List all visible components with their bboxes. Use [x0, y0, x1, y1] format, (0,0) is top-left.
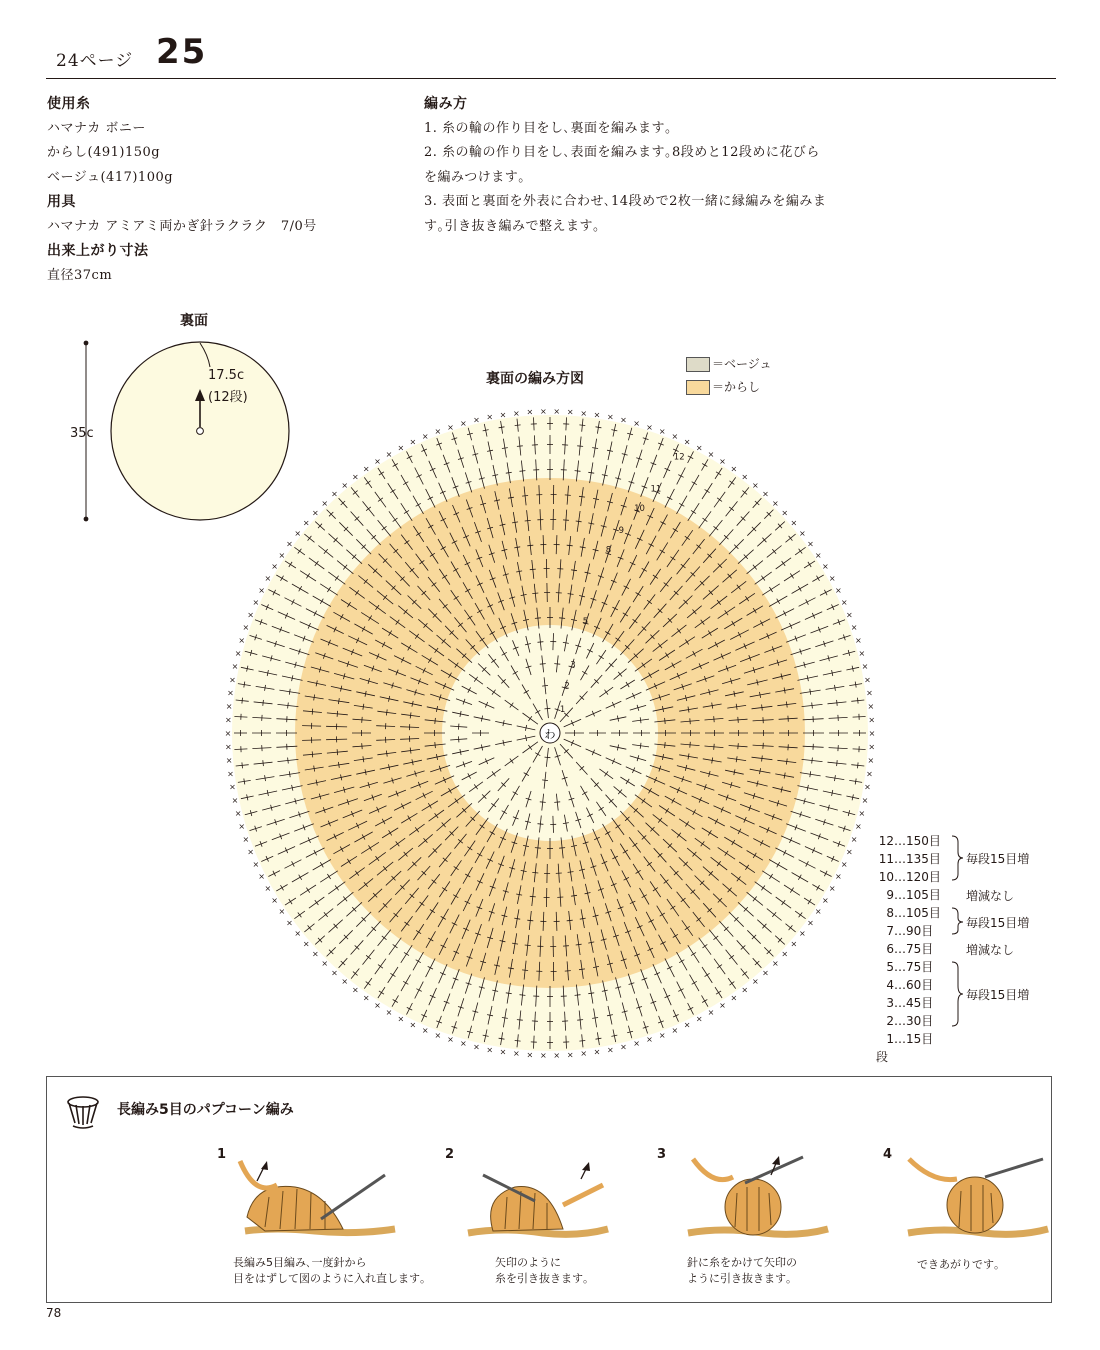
size-line: 直径37cm — [47, 267, 113, 283]
edge-stitch-mark: × — [374, 457, 381, 467]
edge-stitch-mark: × — [385, 450, 393, 460]
edge-stitch-mark: × — [840, 598, 848, 607]
edge-stitch-mark: × — [854, 822, 862, 832]
row-number: 1 — [886, 1032, 894, 1046]
edge-stitch-mark: × — [719, 1000, 726, 1010]
edge-stitch-mark: × — [397, 443, 405, 453]
size-diagram-title: 裏面 — [180, 313, 208, 329]
edge-stitch-mark: × — [798, 929, 806, 938]
stitch-crossbar — [362, 743, 363, 749]
edge-stitch-mark: × — [264, 884, 272, 894]
row-marker: 5 — [582, 616, 589, 627]
stitch-crossbar — [312, 709, 313, 715]
edge-stitch-mark: × — [447, 1035, 454, 1045]
edge-stitch-mark: × — [822, 895, 829, 905]
edge-stitch-mark: × — [242, 623, 250, 633]
edge-stitch-mark: × — [264, 573, 272, 583]
edge-stitch-mark: × — [234, 809, 242, 819]
stitch-count: …75目 — [894, 960, 934, 974]
edge-stitch-mark: × — [741, 985, 749, 995]
edge-stitch-mark: × — [460, 1039, 467, 1049]
edge-stitch-mark: × — [421, 1025, 429, 1035]
edge-stitch-mark: × — [331, 968, 338, 978]
row-marker: 2 — [564, 681, 570, 692]
edge-stitch-mark: × — [835, 872, 842, 882]
row-number: 6 — [886, 942, 894, 956]
edge-stitch-mark: × — [302, 939, 310, 949]
edge-stitch-mark: × — [580, 1049, 588, 1059]
edge-stitch-mark: × — [258, 585, 265, 595]
method-line: 2. 糸の輪の作り目をし､表面を編みます｡8段めと12段めに花びら — [424, 145, 820, 160]
edge-stitch-mark: × — [302, 518, 310, 528]
edge-stitch-mark: × — [858, 648, 866, 658]
tools-heading: 用具 — [47, 194, 76, 210]
edge-stitch-mark: × — [866, 769, 873, 779]
stitch-table-row — [872, 868, 941, 885]
edge-stitch-mark: × — [730, 464, 738, 474]
legend-label-mustard: ＝からし — [712, 380, 761, 394]
row-note: 増減なし — [966, 889, 1015, 903]
edge-stitch-mark: × — [227, 688, 234, 698]
edge-stitch-mark: × — [868, 742, 876, 752]
edge-stitch-mark: × — [421, 432, 429, 442]
step-caption: 目をはずして図のように入れ直します｡ — [233, 1272, 426, 1285]
edge-stitch-mark: × — [867, 755, 875, 765]
legend-swatch-beige — [686, 357, 710, 372]
stitch-crossbar — [714, 744, 715, 750]
chart-title: 裏面の編み方図 — [486, 371, 584, 387]
edge-stitch-mark: × — [580, 408, 588, 418]
edge-stitch-mark: × — [397, 1014, 405, 1024]
edge-stitch-mark: × — [224, 715, 232, 725]
stitch-table-row — [872, 886, 941, 903]
edge-stitch-mark: × — [286, 918, 293, 928]
edge-stitch-mark: × — [846, 847, 853, 857]
page-number: 78 — [46, 1306, 62, 1320]
edge-stitch-mark: × — [828, 573, 836, 583]
stitch-count: …45目 — [894, 996, 934, 1010]
row-marker: 12 — [673, 452, 685, 463]
edge-stitch-mark: × — [671, 1025, 679, 1035]
radius-label: 17.5c — [208, 368, 245, 383]
edge-stitch-mark: × — [231, 662, 239, 672]
edge-stitch-mark: × — [762, 489, 769, 499]
stitch-count: …60目 — [894, 978, 934, 992]
step-caption: 糸を引き抜きます｡ — [495, 1272, 589, 1285]
edge-stitch-mark: × — [861, 795, 869, 805]
edge-stitch-mark: × — [238, 822, 246, 832]
edge-stitch-mark: × — [835, 585, 842, 595]
edge-stitch-mark: × — [229, 675, 236, 685]
popcorn-stitch-icon — [65, 1093, 101, 1129]
edge-stitch-mark: × — [781, 949, 789, 959]
edge-stitch-mark: × — [234, 648, 242, 658]
stitch-table-row — [872, 958, 933, 975]
stitch-crossbar — [337, 749, 338, 755]
step-number: 1 — [217, 1147, 227, 1162]
chart-center-label: わ — [544, 728, 556, 741]
row-number: 10 — [878, 870, 894, 884]
step-number: 4 — [883, 1147, 893, 1162]
edge-stitch-mark: × — [473, 1042, 480, 1052]
edge-stitch-mark: × — [242, 834, 250, 844]
edge-stitch-mark: × — [311, 508, 319, 518]
edge-stitch-mark: × — [278, 550, 286, 560]
edge-stitch-mark: × — [646, 422, 653, 432]
stitch-count: …150目 — [894, 834, 941, 848]
edge-stitch-mark: × — [473, 415, 480, 425]
row-note: 毎段15目増 — [966, 988, 1030, 1002]
row-note: 毎段15目増 — [966, 852, 1030, 866]
yarn-heading: 使用糸 — [47, 96, 91, 112]
edge-stitch-mark: × — [695, 443, 703, 453]
stitch-count: …105目 — [894, 906, 941, 920]
edge-stitch-mark: × — [278, 907, 286, 917]
stitch-crossbar — [565, 495, 571, 496]
yarn-line: からし(491)150g — [47, 145, 161, 160]
edge-stitch-mark: × — [854, 635, 862, 645]
edge-stitch-mark: × — [341, 977, 349, 987]
size-heading: 出来上がり寸法 — [47, 243, 149, 259]
edge-stitch-mark: × — [224, 742, 232, 752]
step3-illustration — [683, 1147, 833, 1257]
stitch-count: …105目 — [894, 888, 941, 902]
edge-stitch-mark: × — [606, 412, 614, 422]
edge-stitch-mark: × — [460, 418, 467, 428]
method-line: す｡引き抜き編みで整えます｡ — [424, 218, 601, 234]
edge-stitch-mark: × — [539, 407, 547, 417]
edge-stitch-mark: × — [434, 1030, 442, 1040]
stitch-table-row — [872, 976, 933, 993]
edge-stitch-mark: × — [286, 539, 293, 549]
stitch-count: …135目 — [894, 852, 941, 866]
popcorn-stitch-box — [46, 1076, 1052, 1303]
edge-stitch-mark: × — [231, 795, 239, 805]
edge-stitch-mark: × — [362, 993, 370, 1003]
edge-stitch-mark: × — [864, 782, 871, 792]
step1-illustration — [235, 1157, 405, 1257]
edge-stitch-mark: × — [351, 472, 359, 482]
pattern-number: 25 — [156, 32, 208, 72]
edge-stitch-mark: × — [633, 418, 640, 428]
edge-stitch-mark: × — [331, 489, 338, 499]
page-reference: 24ページ — [56, 51, 134, 71]
stitch-crossbar — [714, 716, 715, 722]
edge-stitch-mark: × — [486, 412, 494, 422]
edge-stitch-mark: × — [351, 985, 359, 995]
edge-stitch-mark: × — [828, 884, 836, 894]
edge-stitch-mark: × — [814, 550, 822, 560]
stitch-count: …120目 — [894, 870, 941, 884]
edge-stitch-mark: × — [633, 1039, 640, 1049]
edge-stitch-mark: × — [741, 472, 749, 482]
edge-stitch-mark: × — [238, 635, 246, 645]
edge-stitch-mark: × — [658, 427, 666, 437]
edge-stitch-mark: × — [790, 939, 798, 949]
edge-stitch-mark: × — [695, 1014, 703, 1024]
row-number: 3 — [886, 996, 894, 1010]
edge-stitch-mark: × — [225, 755, 233, 765]
row-number: 9 — [886, 888, 894, 902]
edge-stitch-mark: × — [341, 480, 349, 490]
edge-stitch-mark: × — [362, 464, 370, 474]
diameter-label: 35c — [70, 426, 94, 441]
stitch-table-row — [872, 922, 933, 939]
edge-stitch-mark: × — [539, 1050, 547, 1060]
edge-stitch-mark: × — [252, 860, 260, 869]
stitch-table — [872, 832, 1062, 1072]
stitch-table-row — [872, 832, 941, 849]
edge-stitch-mark: × — [294, 929, 302, 938]
edge-stitch-mark: × — [512, 408, 520, 418]
yarn-line: ハマナカ ボニー — [47, 120, 146, 136]
edge-stitch-mark: × — [566, 407, 574, 417]
step-caption: 長編み5目編み､一度針から — [233, 1256, 367, 1269]
edge-stitch-mark: × — [850, 623, 858, 633]
edge-stitch-mark: × — [409, 1020, 417, 1030]
edge-stitch-mark: × — [447, 422, 454, 432]
step-caption: できあがりです｡ — [917, 1258, 1000, 1271]
edge-stitch-mark: × — [247, 847, 254, 857]
edge-stitch-mark: × — [321, 498, 329, 508]
edge-stitch-mark: × — [790, 518, 798, 528]
edge-stitch-mark: × — [646, 1035, 653, 1045]
edge-stitch-mark: × — [846, 610, 853, 620]
row-number: 8 — [886, 906, 894, 920]
edge-stitch-mark: × — [671, 432, 679, 442]
method-line: 1. 糸の輪の作り目をし､裏面を編みます｡ — [424, 120, 673, 136]
edge-stitch-mark: × — [868, 729, 876, 738]
edge-stitch-mark: × — [321, 959, 329, 969]
edge-stitch-mark: × — [553, 1050, 561, 1060]
stitch-crossbar — [312, 751, 313, 757]
edge-stitch-mark: × — [311, 949, 319, 959]
step-caption: ように引き抜きます｡ — [687, 1272, 792, 1285]
popcorn-title: 長編み5目のパプコーン編み — [117, 1102, 294, 1118]
row-number: 11 — [878, 852, 894, 866]
edge-stitch-mark: × — [707, 450, 715, 460]
stitch-table-row — [872, 850, 941, 867]
row-marker: 9 — [618, 526, 625, 537]
edge-stitch-mark: × — [683, 437, 691, 447]
edge-stitch-mark: × — [620, 415, 627, 425]
edge-stitch-mark: × — [486, 1045, 494, 1055]
edge-stitch-mark: × — [771, 959, 779, 969]
edge-stitch-mark: × — [620, 1042, 627, 1052]
edge-stitch-mark: × — [385, 1007, 393, 1017]
edge-stitch-mark: × — [553, 407, 561, 417]
method-heading: 編み方 — [424, 96, 468, 112]
row-footer: 段 — [876, 1050, 889, 1064]
step-caption: 針に糸をかけて矢印の — [687, 1256, 797, 1269]
edge-stitch-mark: × — [271, 562, 278, 572]
stitch-crossbar — [738, 743, 739, 749]
stitch-count: …30目 — [894, 1014, 934, 1028]
edge-stitch-mark: × — [864, 675, 871, 685]
row-number: 5 — [886, 960, 894, 974]
legend-swatch-mustard — [686, 380, 710, 395]
edge-stitch-mark: × — [225, 702, 233, 712]
row-marker: 10 — [634, 503, 645, 514]
row-marker: 8 — [605, 545, 612, 556]
edge-stitch-mark: × — [840, 860, 848, 869]
method-line: 3. 表面と裏面を外表に合わせ､14段めで2枚一緒に縁編みを編みま — [424, 194, 827, 209]
edge-stitch-mark: × — [867, 702, 875, 712]
row-number: 12 — [878, 834, 894, 848]
stitch-table-row — [872, 904, 941, 921]
edge-stitch-mark: × — [751, 480, 759, 490]
edge-stitch-mark: × — [730, 993, 738, 1003]
row-note: 増減なし — [966, 943, 1015, 957]
edge-stitch-mark: × — [593, 410, 601, 420]
edge-stitch-mark: × — [252, 598, 260, 607]
edge-stitch-mark: × — [719, 457, 726, 467]
edge-stitch-mark: × — [227, 769, 234, 779]
edge-stitch-mark: × — [683, 1020, 691, 1030]
stitch-crossbar — [738, 717, 739, 723]
row-number: 4 — [886, 978, 894, 992]
legend-label-beige: ＝ベージュ — [712, 357, 772, 371]
edge-stitch-mark: × — [807, 918, 814, 928]
edge-stitch-mark: × — [798, 529, 806, 538]
edge-stitch-mark: × — [258, 872, 265, 882]
yarn-line: ベージュ(417)100g — [47, 169, 174, 185]
crochet-chart — [220, 405, 880, 1065]
edge-stitch-mark: × — [229, 782, 236, 792]
edge-stitch-mark: × — [861, 662, 869, 672]
row-note: 毎段15目増 — [966, 916, 1030, 930]
edge-stitch-mark: × — [593, 1047, 601, 1057]
edge-stitch-mark: × — [850, 834, 858, 844]
edge-stitch-mark: × — [868, 715, 876, 725]
row-number: 7 — [886, 924, 894, 938]
edge-stitch-mark: × — [526, 407, 534, 417]
edge-stitch-mark: × — [224, 729, 232, 738]
edge-stitch-mark: × — [409, 437, 417, 447]
step-caption: 矢印のように — [495, 1256, 561, 1269]
edge-stitch-mark: × — [247, 610, 254, 620]
edge-stitch-mark: × — [771, 498, 779, 508]
step4-illustration — [903, 1147, 1053, 1257]
edge-stitch-mark: × — [751, 977, 759, 987]
edge-stitch-mark: × — [374, 1000, 381, 1010]
edge-stitch-mark: × — [822, 562, 829, 572]
edge-stitch-mark: × — [434, 427, 442, 437]
edge-stitch-mark: × — [526, 1050, 534, 1060]
tools-line: ハマナカ アミアミ両かぎ針ラクラク 7/0号 — [47, 218, 317, 234]
row-marker: 3 — [570, 660, 576, 671]
edge-stitch-mark: × — [658, 1030, 666, 1040]
edge-stitch-mark: × — [814, 907, 822, 917]
edge-stitch-mark: × — [762, 968, 769, 978]
step-number: 2 — [445, 1147, 455, 1162]
edge-stitch-mark: × — [499, 1047, 507, 1057]
step-number: 3 — [657, 1147, 667, 1162]
stitch-crossbar — [690, 718, 691, 724]
edge-stitch-mark: × — [512, 1049, 520, 1059]
stitch-table-row — [872, 1030, 933, 1047]
stitch-table-row — [872, 940, 933, 957]
edge-stitch-mark: × — [866, 688, 873, 698]
row-marker: 11 — [650, 484, 662, 495]
stitch-count: …15目 — [894, 1032, 934, 1046]
row-marker: 1 — [559, 705, 566, 716]
edge-stitch-mark: × — [566, 1050, 574, 1060]
edge-stitch-mark: × — [707, 1007, 715, 1017]
stitch-crossbar — [362, 717, 363, 723]
edge-stitch-mark: × — [606, 1045, 614, 1055]
stitch-table-row — [872, 994, 933, 1011]
edge-stitch-mark: × — [807, 539, 814, 549]
stitch-count: …75目 — [894, 942, 934, 956]
edge-stitch-mark: × — [294, 529, 302, 538]
step2-illustration — [463, 1157, 613, 1257]
row-number: 2 — [886, 1014, 894, 1028]
edge-stitch-mark: × — [271, 895, 278, 905]
stitch-count: …90目 — [894, 924, 934, 938]
stitch-table-row — [872, 1012, 933, 1029]
page-header — [46, 30, 1056, 79]
rows-label: (12段) — [208, 390, 248, 405]
method-line: を編みつけます｡ — [424, 169, 526, 185]
stitch-crossbar — [690, 742, 691, 748]
stitch-crossbar — [565, 971, 571, 972]
edge-stitch-mark: × — [499, 410, 507, 420]
edge-stitch-mark: × — [781, 508, 789, 518]
stitch-crossbar — [337, 711, 338, 717]
edge-stitch-mark: × — [858, 809, 866, 819]
